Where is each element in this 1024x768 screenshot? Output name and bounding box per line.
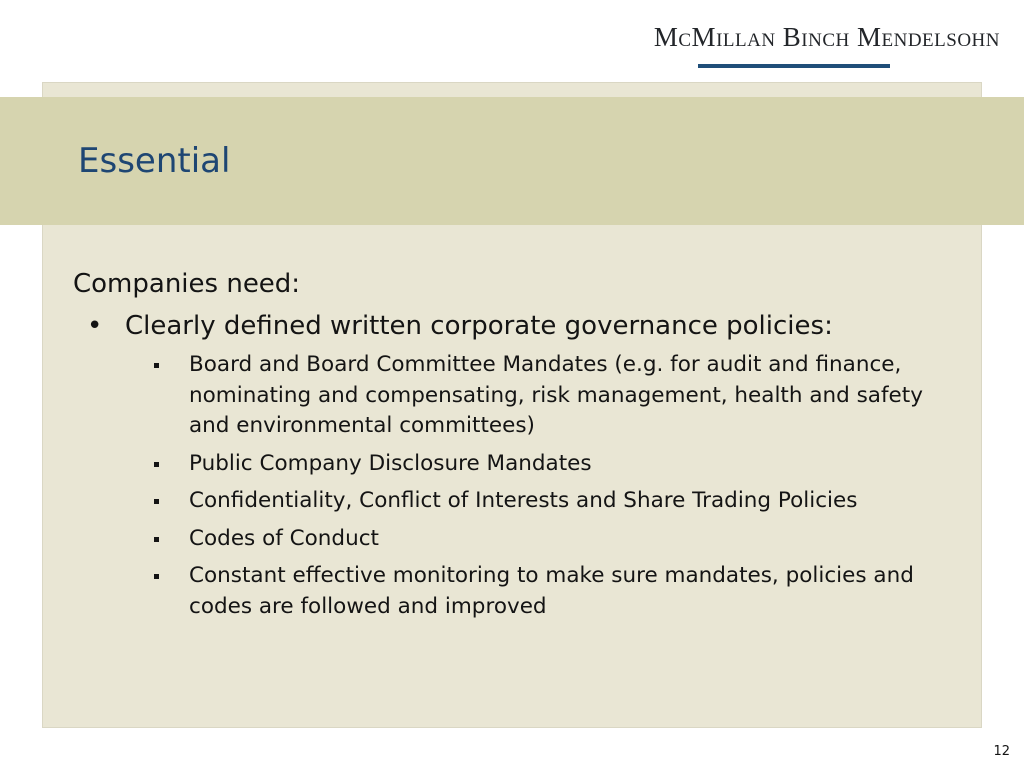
square-bullet-icon [154, 574, 159, 579]
sub-bullet-text: Confidentiality, Conflict of Interests and Share Trading Policies [189, 488, 858, 513]
sub-bullet-list [125, 350, 953, 622]
lead-text: Companies need: [73, 269, 301, 299]
square-bullet-icon [154, 537, 159, 542]
sub-bullet-item [137, 486, 949, 517]
main-bullet-item [73, 308, 953, 622]
round-bullet-icon: • [87, 311, 103, 341]
main-bullet-list [73, 308, 953, 622]
slide-body [73, 266, 953, 629]
sub-bullet-text: Codes of Conduct [189, 525, 379, 551]
sub-bullet-item [137, 449, 949, 480]
logo-underline [698, 64, 890, 68]
sub-bullet-item [137, 561, 949, 622]
page-number: 12 [993, 744, 1010, 759]
square-bullet-icon [154, 363, 159, 368]
sub-bullet-text: Constant effective monitoring to make sure mandates, policies and codes are followed and improved [189, 563, 914, 619]
main-bullet-text: Clearly defined written corporate governance policies: [125, 311, 833, 341]
slide-title: Essential [78, 141, 231, 181]
sub-bullet-item [137, 524, 949, 555]
sub-bullet-text: Public Company Disclosure Mandates [189, 450, 592, 476]
square-bullet-icon [154, 462, 159, 467]
sub-bullet-item [137, 350, 949, 442]
company-logo-text: McMillan Binch Mendelsohn [653, 22, 1000, 52]
square-bullet-icon [154, 499, 159, 504]
sub-bullet-text: Board and Board Committee Mandates (e.g. for audit and finance, nominating and compensating, risk management, health and safety and environmental committees) [189, 352, 923, 438]
